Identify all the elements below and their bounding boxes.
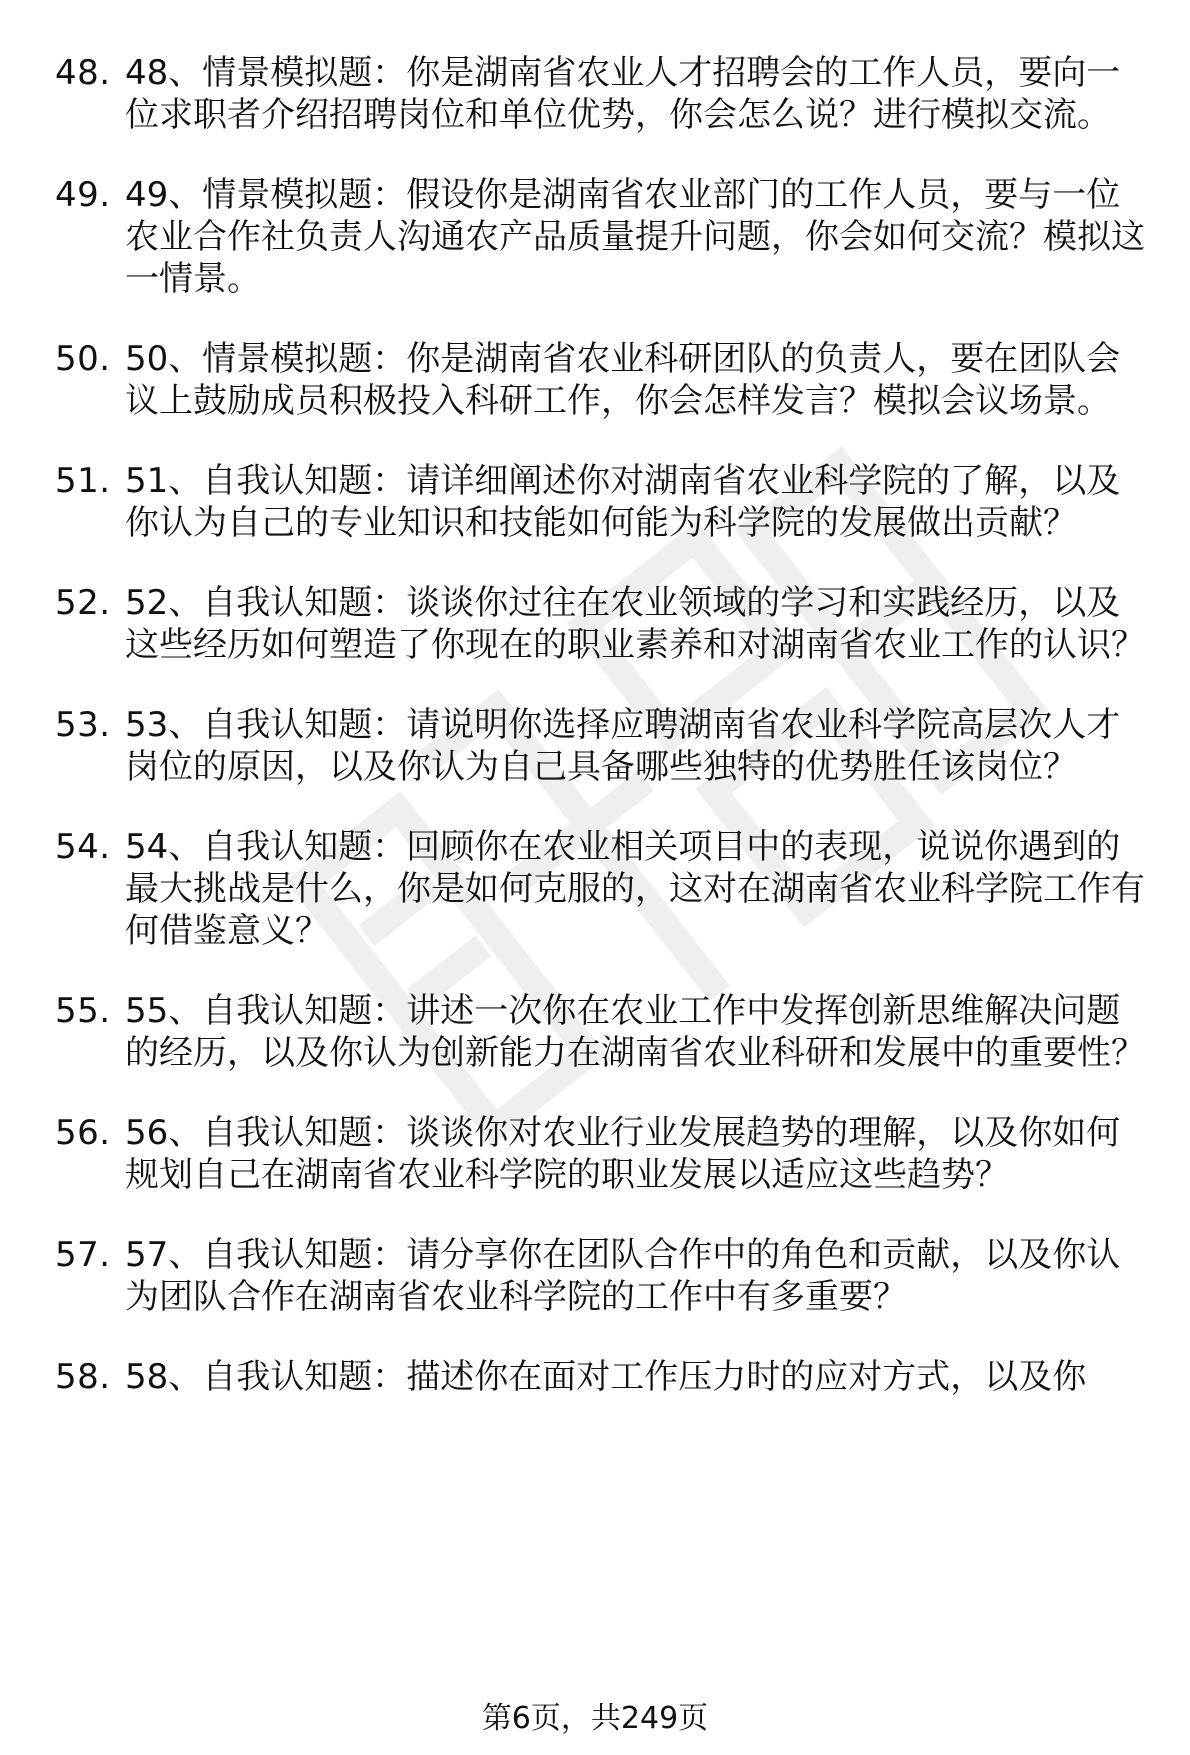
question-item xyxy=(55,704,1155,788)
page-footer xyxy=(0,1700,1190,1738)
question-item xyxy=(55,1234,1155,1318)
question-number: 52. xyxy=(55,583,111,623)
page-number-label: 第6页，共249页 xyxy=(481,1701,709,1736)
question-number: 54. xyxy=(55,827,111,867)
question-item xyxy=(55,582,1155,666)
question-text: 57、自我认知题：请分享你在团队合作中的角色和贡献，以及你认为团队合作在湖南省农业科学院的工作中有多重要？ xyxy=(125,1235,1121,1317)
question-text: 51、自我认知题：请详细阐述你对湖南省农业科学院的了解，以及你认为自己的专业知识和技能如何能为科学院的发展做出贡献？ xyxy=(125,461,1121,543)
question-text: 49、情景模拟题：假设你是湖南省农业部门的工作人员，要与一位农业合作社负责人沟通农产品质量提升问题，你会如何交流？模拟这一情景。 xyxy=(125,175,1145,299)
question-number: 56. xyxy=(55,1113,111,1153)
question-text: 56、自我认知题：谈谈你对农业行业发展趋势的理解，以及你如何规划自己在湖南省农业科学院的职业发展以适应这些趋势？ xyxy=(125,1113,1121,1195)
question-text: 50、情景模拟题：你是湖南省农业科研团队的负责人，要在团队会议上鼓励成员积极投入科研工作，你会怎样发言？模拟会议场景。 xyxy=(125,339,1121,421)
question-number: 55. xyxy=(55,991,111,1031)
question-item xyxy=(55,338,1155,422)
question-item xyxy=(55,1112,1155,1196)
question-item xyxy=(55,174,1155,300)
question-number: 49. xyxy=(55,175,111,215)
question-number: 53. xyxy=(55,705,111,745)
question-item xyxy=(55,1356,1155,1398)
question-number: 50. xyxy=(55,339,111,379)
question-item xyxy=(55,52,1155,136)
question-list xyxy=(55,52,1155,1436)
question-text: 53、自我认知题：请说明你选择应聘湖南省农业科学院高层次人才岗位的原因，以及你认为自己具备哪些独特的优势胜任该岗位？ xyxy=(125,705,1121,787)
question-text: 58、自我认知题：描述你在面对工作压力时的应对方式，以及你 xyxy=(125,1357,1087,1397)
question-text: 55、自我认知题：讲述一次你在农业工作中发挥创新思维解决问题的经历，以及你认为创新能力在湖南省农业科研和发展中的重要性？ xyxy=(125,991,1145,1073)
question-item xyxy=(55,990,1155,1074)
question-text: 48、情景模拟题：你是湖南省农业人才招聘会的工作人员，要向一位求职者介绍招聘岗位和单位优势，你会怎么说？进行模拟交流。 xyxy=(125,53,1121,135)
question-number: 51. xyxy=(55,461,111,501)
question-text: 54、自我认知题：回顾你在农业相关项目中的表现，说说你遇到的最大挑战是什么，你是如何克服的，这对在湖南省农业科学院工作有何借鉴意义？ xyxy=(125,827,1145,951)
question-number: 57. xyxy=(55,1235,111,1275)
question-item xyxy=(55,826,1155,952)
question-text: 52、自我认知题：谈谈你过往在农业领域的学习和实践经历，以及这些经历如何塑造了你现在的职业素养和对湖南省农业工作的认识？ xyxy=(125,583,1145,665)
question-number: 48. xyxy=(55,53,111,93)
question-item xyxy=(55,460,1155,544)
question-number: 58. xyxy=(55,1357,111,1397)
